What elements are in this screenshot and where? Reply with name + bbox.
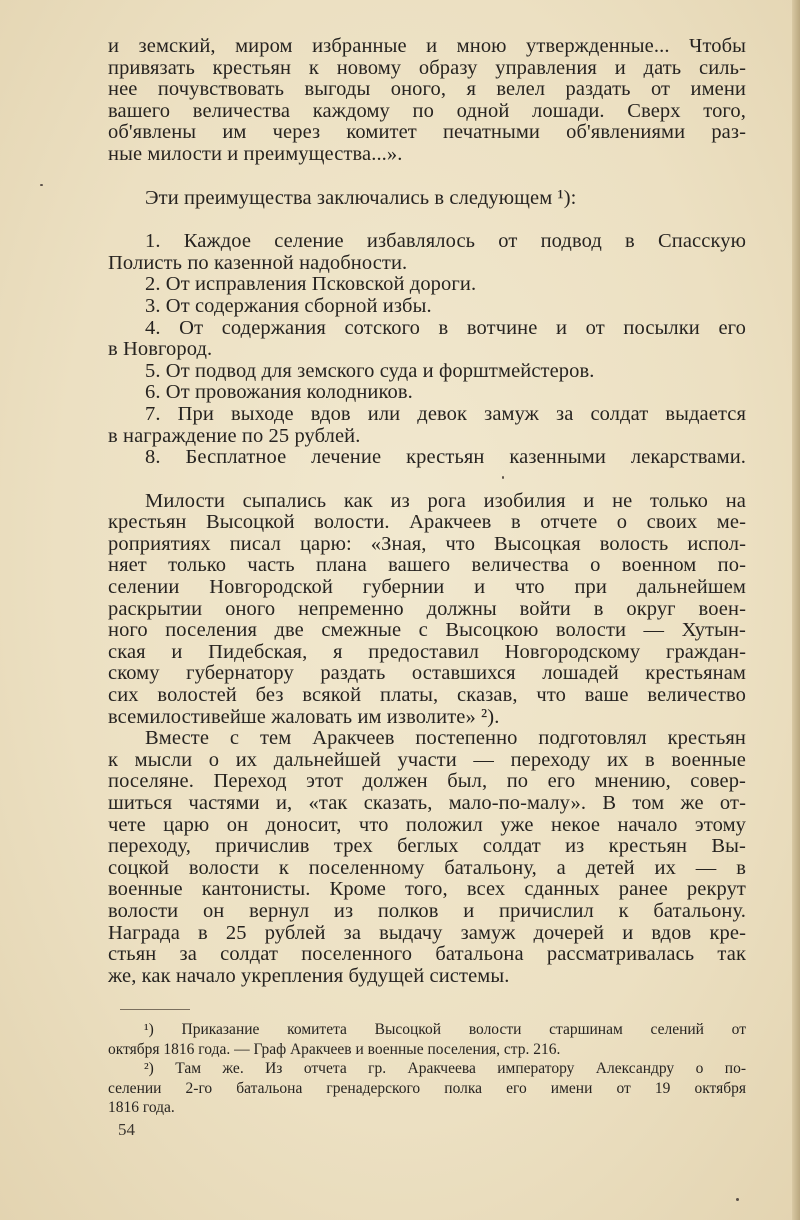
list-item: 1. Каждое селение избавлялось от подвод в Спасскую	[145, 230, 746, 253]
text-line: привязать крестьян к новому образу управления и дать силь-	[108, 56, 746, 79]
page-content	[108, 36, 746, 1118]
list-item-continuation: в награждение по 25 рублей.	[108, 424, 361, 447]
benefits-list	[108, 231, 746, 469]
intro-line: Эти преимущества заключались в следующем ¹):	[145, 186, 577, 209]
text-line: скому губернатору раздать оставшихся лошадей крестьянам	[108, 662, 746, 685]
footnote-line: ¹) Приказание комитета Высоцкой волости старшинам селений от	[144, 1021, 746, 1039]
footnote-line: ²) Там же. Из отчета гр. Аракчеева императору Александру о по-	[144, 1060, 746, 1078]
footnote-line: 1816 года.	[108, 1099, 175, 1117]
text-line: нее почувствовать выгоды оного, я велел раздать от имени	[108, 78, 746, 101]
text-line: селении Новгородской губернии и что при дальнейшем	[108, 576, 746, 599]
text-line: и земский, миром избранные и мною утвержденные... Чтобы	[108, 35, 746, 57]
footnote-divider	[120, 1009, 190, 1010]
paper-speck	[736, 1198, 739, 1201]
footnote-line: селении 2-го батальона гренадерского полка его имени от 19 октября	[108, 1079, 746, 1097]
text-line: роприятиях писал царю: «Зная, что Высоцкая волость испол-	[108, 532, 746, 555]
paragraph-mercies	[108, 491, 746, 729]
list-item: 6. От провожания колодников.	[145, 381, 413, 404]
list-item: 8. Бесплатное лечение крестьян казенными лекарствами.	[145, 446, 746, 469]
text-line: крестьян Высоцкой волости. Аракчеев в отчете о своих ме-	[108, 511, 746, 534]
footnotes	[108, 1020, 746, 1118]
list-item: 2. От исправления Псковской дороги.	[145, 273, 477, 296]
text-line: Награда в 25 рублей за выдачу замуж дочерей и вдов кре-	[108, 921, 746, 944]
page-number: 54	[118, 1120, 135, 1139]
text-line: сих волостей без всякой платы, сказав, что ваше величество	[108, 684, 746, 707]
footnote-line: октября 1816 года. — Граф Аракчеев и военные поселения, стр. 216.	[108, 1040, 561, 1058]
text-line: ные милости и преимущества...».	[108, 142, 403, 165]
text-line: поселяне. Переход этот должен был, по его мнению, совер-	[108, 770, 746, 793]
text-line: переходу, причислив трех беглых солдат из крестьян Вы-	[108, 835, 746, 858]
text-line: Вместе с тем Аракчеев постепенно подготовлял крестьян	[145, 727, 746, 750]
list-item: 5. От подвод для земского суда и форштмейстеров.	[145, 359, 595, 382]
list-item: 3. От содержания сборной избы.	[145, 294, 432, 317]
text-line: ного поселения две смежные с Высоцкою волости — Хутын-	[108, 619, 746, 642]
page-edge	[792, 0, 800, 1220]
text-line: волости он вернул из полков и причислил к батальону.	[108, 899, 746, 922]
text-line: стьян за солдат поселенного батальона рассматривалась так	[108, 943, 746, 966]
list-item-continuation: в Новгород.	[108, 338, 213, 361]
text-line: к мысли о их дальнейшей участи — переходу их в военные	[108, 748, 746, 771]
list-item: 7. При выходе вдов или девок замуж за солдат выдается	[145, 402, 746, 425]
text-line: же, как начало укрепления будущей системы.	[108, 964, 510, 987]
text-line: всемилостивейше жаловать им изволите» ²).	[108, 705, 500, 728]
text-line: раскрытии оного непременно должны войти в округ воен-	[108, 597, 746, 620]
text-line: шиться частями и, «так сказать, мало-по-малу». В том же от-	[108, 792, 746, 814]
paper-speck	[502, 476, 504, 479]
list-item-continuation: Полисть по казенной надобности.	[108, 251, 408, 274]
text-line: Милости сыпались как из рога изобилия и не только на	[145, 489, 746, 512]
paper-speck	[40, 184, 43, 186]
text-line: вашего величества каждому по одной лошади. Сверх того,	[108, 99, 746, 122]
text-line: об'явлены им через комитет печатными об'явлениями раз-	[108, 121, 746, 144]
quote-paragraph	[108, 36, 746, 166]
list-item: 4. От содержания сотского в вотчине и от посылки его	[145, 316, 746, 339]
text-line: няет только часть плана вашего величества о военном по-	[108, 554, 746, 577]
text-line: чете царю он доносит, что положил уже некое начало этому	[108, 813, 746, 836]
text-line: военные кантонисты. Кроме того, всех сданных ранее рекрут	[108, 878, 746, 901]
text-line: соцкой волости к поселенному батальону, а детей их — в	[108, 856, 746, 879]
paragraph-transition	[108, 728, 746, 987]
text-line: ская и Пидебская, я предоставил Новгородскому граждан-	[108, 640, 746, 663]
